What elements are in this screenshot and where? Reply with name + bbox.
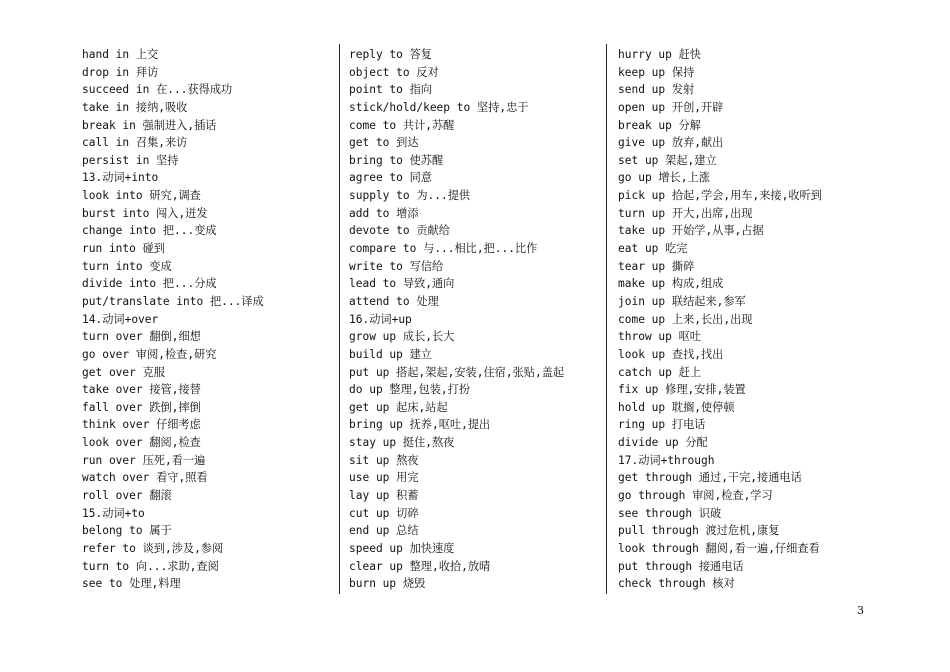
phrase-entry: throw up 呕吐 xyxy=(618,330,701,344)
phrase-entry: catch up 赶上 xyxy=(618,365,701,379)
phrase-entry: put through 接通电话 xyxy=(618,559,744,573)
phrase-entry: do up 整理,包装,打扮 xyxy=(349,383,471,397)
phrase-entry: speed up 加快速度 xyxy=(349,541,455,555)
phrase-entry: divide into 把...分成 xyxy=(82,277,217,291)
phrase-entry: write to 写信给 xyxy=(349,259,444,273)
phrase-entry: build up 建立 xyxy=(349,347,432,361)
phrase-entry: bring up 抚养,呕吐,提出 xyxy=(349,418,491,432)
phrase-entry: get over 克服 xyxy=(82,365,165,379)
phrase-entry: attend to 处理 xyxy=(349,294,439,308)
phrase-entry: hurry up 赶快 xyxy=(618,48,701,61)
phrase-entry: tear up 撕碎 xyxy=(618,259,695,273)
section-heading: 17.动词+through xyxy=(618,453,715,467)
phrase-entry: succeed in 在...获得成功 xyxy=(82,83,233,97)
column-middle xyxy=(349,46,604,593)
phrase-entry: keep up 保持 xyxy=(618,65,695,79)
phrase-entry: point to 指向 xyxy=(349,83,432,97)
phrase-entry: ring up 打电话 xyxy=(618,418,706,432)
phrase-entry: turn to 向...求助,查阅 xyxy=(82,559,219,573)
page-number: 3 xyxy=(857,604,864,617)
phrase-entry: burn up 烧毁 xyxy=(349,577,426,591)
phrase-entry: put up 搭起,架起,安装,住宿,张贴,盖起 xyxy=(349,365,565,379)
phrase-entry: belong to 属于 xyxy=(82,524,172,538)
phrase-entry: turn up 开大,出席,出现 xyxy=(618,206,753,220)
phrase-entry: agree to 同意 xyxy=(349,171,432,185)
phrase-entry: go through 审阅,检查,学习 xyxy=(618,489,773,503)
phrase-entry: compare to 与...相比,把...比作 xyxy=(349,242,538,256)
phrase-entry: take up 开始学,从事,占据 xyxy=(618,224,764,238)
phrase-entry: hold up 耽搁,使停顿 xyxy=(618,400,735,414)
phrase-entry: drop in 拜访 xyxy=(82,65,159,79)
phrase-entry: come to 共计,苏醒 xyxy=(349,118,455,132)
phrase-entry: add to 增添 xyxy=(349,206,419,220)
section-heading: 15.动词+to xyxy=(82,506,145,520)
phrase-entry: grow up 成长,长大 xyxy=(349,330,455,344)
phrase-entry: use up 用完 xyxy=(349,471,419,485)
phrase-entry: turn into 变成 xyxy=(82,259,172,273)
column-divider-right xyxy=(606,44,607,594)
phrase-entry: eat up 吃完 xyxy=(618,242,688,256)
phrase-entry: pick up 拾起,学会,用车,来接,收听到 xyxy=(618,189,822,203)
phrase-entry: run into 碰到 xyxy=(82,242,165,256)
phrase-entry: end up 总结 xyxy=(349,524,419,538)
phrase-entry: think over 仔细考虑 xyxy=(82,418,201,432)
phrase-entry: get up 起床,站起 xyxy=(349,400,448,414)
phrase-entry: see to 处理,料理 xyxy=(82,577,181,591)
phrase-entry: roll over 翻滚 xyxy=(82,489,172,503)
phrase-entry: clear up 整理,收拾,放晴 xyxy=(349,559,491,573)
phrase-entry: object to 反对 xyxy=(349,65,439,79)
phrase-entry: watch over 看守,照看 xyxy=(82,471,208,485)
section-heading: 13.动词+into xyxy=(82,171,159,185)
phrase-entry: make up 构成,组成 xyxy=(618,277,724,291)
phrase-entry: join up 联结起来,参军 xyxy=(618,294,746,308)
phrase-entry: get through 通过,干完,接通电话 xyxy=(618,471,802,485)
phrase-entry: look into 研究,调查 xyxy=(82,189,201,203)
phrase-entry: pull through 渡过危机,康复 xyxy=(618,524,780,538)
phrase-entry: lay up 积蓄 xyxy=(349,489,419,503)
phrase-entry: check through 核对 xyxy=(618,577,735,591)
phrase-entry: sit up 熬夜 xyxy=(349,453,419,467)
phrase-entry: break in 强制进入,插话 xyxy=(82,118,217,132)
section-heading: 16.动词+up xyxy=(349,312,412,326)
phrase-entry: look through 翻阅,看一遍,仔细查看 xyxy=(618,541,820,555)
column-left xyxy=(82,46,332,593)
phrase-entry: get to 到达 xyxy=(349,136,419,150)
phrase-entry: set up 架起,建立 xyxy=(618,153,717,167)
phrase-entry: change into 把...变成 xyxy=(82,224,217,238)
phrase-entry: turn over 翻倒,细想 xyxy=(82,330,201,344)
phrase-entry: take in 接纳,吸收 xyxy=(82,100,188,114)
phrase-entry: give up 放弃,献出 xyxy=(618,136,724,150)
phrase-entry: come up 上来,长出,出现 xyxy=(618,312,753,326)
phrase-entry: reply to 答复 xyxy=(349,48,432,61)
phrase-entry: break up 分解 xyxy=(618,118,701,132)
phrase-entry: supply to 为...提供 xyxy=(349,189,471,203)
column-right xyxy=(618,46,908,593)
phrase-entry: persist in 坚持 xyxy=(82,153,179,167)
phrase-entry: stay up 挺住,熬夜 xyxy=(349,436,455,450)
phrase-entry: fix up 修理,安排,装置 xyxy=(618,383,746,397)
phrase-entry: go over 审阅,检查,研究 xyxy=(82,347,217,361)
phrase-entry: refer to 谈到,涉及,参阅 xyxy=(82,541,224,555)
phrase-entry: burst into 闯入,迸发 xyxy=(82,206,208,220)
phrase-entry: take over 接管,接替 xyxy=(82,383,201,397)
phrase-entry: put/translate into 把...译成 xyxy=(82,294,264,308)
phrase-entry: devote to 贡献给 xyxy=(349,224,450,238)
phrase-entry: stick/hold/keep to 坚持,忠于 xyxy=(349,100,529,114)
phrase-entry: look over 翻阅,检查 xyxy=(82,436,201,450)
phrase-entry: call in 召集,来访 xyxy=(82,136,188,150)
phrase-entry: see through 识破 xyxy=(618,506,722,520)
phrase-entry: look up 查找,找出 xyxy=(618,347,724,361)
phrase-entry: hand in 上交 xyxy=(82,48,159,61)
phrase-entry: fall over 跌倒,摔倒 xyxy=(82,400,201,414)
phrase-entry: send up 发射 xyxy=(618,83,695,97)
column-divider-left xyxy=(339,44,340,594)
phrase-entry: lead to 导致,通向 xyxy=(349,277,455,291)
phrase-entry: run over 压死,看一遍 xyxy=(82,453,206,467)
phrase-entry: go up 增长,上涨 xyxy=(618,171,710,185)
section-heading: 14.动词+over xyxy=(82,312,159,326)
phrase-entry: divide up 分配 xyxy=(618,436,708,450)
phrase-entry: cut up 切碎 xyxy=(349,506,419,520)
phrase-entry: bring to 使苏醒 xyxy=(349,153,444,167)
phrase-entry: open up 开创,开辟 xyxy=(618,100,724,114)
